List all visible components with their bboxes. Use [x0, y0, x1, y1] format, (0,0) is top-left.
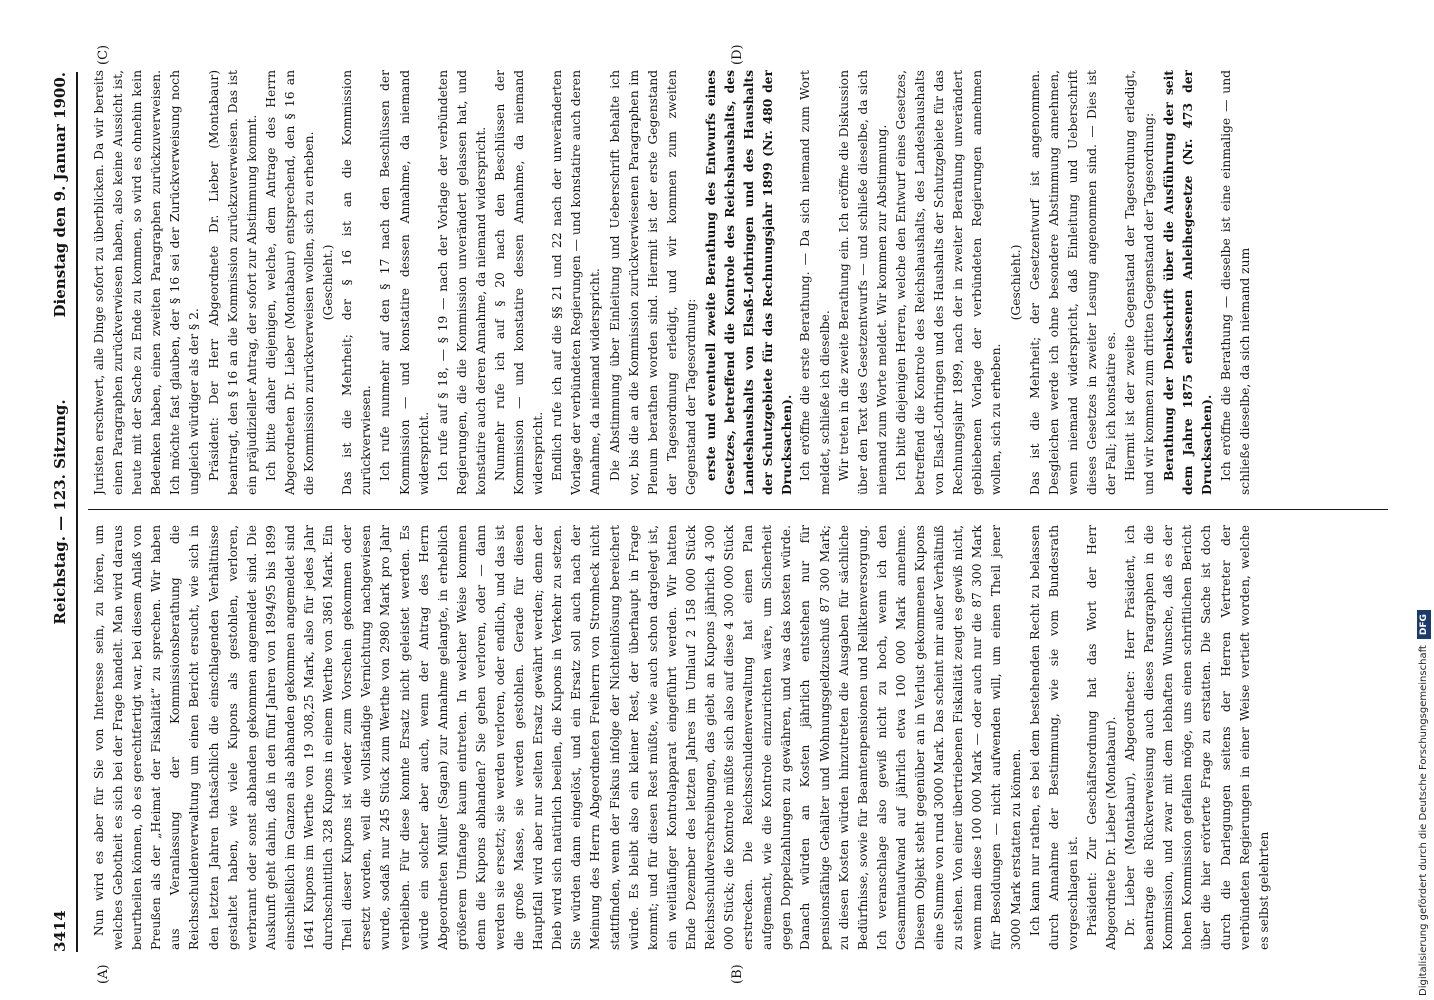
paragraph: Die Abstimmung über Einleitung und Ueberschrift behalte ich vor, bis die an die Kommission zurückverwiesenen Paragraphen im Plenum berathen worden sind. Hiermit ist der erste Gegenstand der Tagesordnung erledigt, und wir kommen zum zweiten Gegenstand der Tagesordnung: [607, 70, 698, 495]
page-header [48, 72, 72, 952]
paragraph: Nun wird es aber für Sie von Interesse sein, zu hören, um welches Gebotheit es sich bei der Frage handelt. Man wird daraus beurtheilen können, ob es gerechtfertigt war, bei diesem Anlaß von Preußen als der „Heimat der Fiskalität“ zu sprechen. Wir haben aus Veranlassung der Kommissionsberathung die Reichsschuldenverwaltung um einen Bericht ersucht, wie sich in den letzten Jahren thatsächlich die einschlagenden Verhältnisse gestaltet haben, wie viele Kupons als gestohlen, verloren, verbrannt oder sonst abhanden gekommen angemeldet sind. Die Auskunft geht dahin, daß in den fünf Jahren von 1894/95 bis 1899 einschließlich im Ganzen als abhanden gekommen angemeldet sind 1641 Kupons im Werthe von 19 308,25 Mark, also für jedes Jahr durchschnittlich 328 Kupons in einem Werthe von 3861 Mark. Ein Theil dieser Kupons ist wieder zum Vorschein gekommen oder ersetzt worden, weil die vollständige Vernichtung nachgewiesen wurde, sodaß nur 245 Stück zum Werthe von 2980 Mark pro Jahr verbleiben. Für diese konnte Ersatz nicht geleistet werden. Es würde ein solcher aber auch, wenn der Antrag des Herrn Abgeordneten Müller (Sagan) zur Annahme gelangte, in erheblich größerem Umfange kaum eintreten. In welcher Weise kommen denn die Kupons abhanden? Sie gehen verloren, oder — dann werden sie ersetzt; sie werden verloren, oder endlich, und das ist die große Masse, sie werden gestohlen. Gerade für diesen Hauptfall wird aber nur selten Ersatz gewährt werden; denn der Dieb wird sich natürlich beeilen, die Kupons in Verkehr zu setzen. Sie würden dann eingelöst, und ein Ersatz soll auch nach der Meinung des Herrn Abgeordneten Freiherrn von Stromheck nicht stattfinden, wenn der Fiskus infolge der Nichteinlösung bereichert würde. Es bleibt also ein kleiner Rest, der überhaupt in Frage kommt; und für diesen Rest müßte, wie auch schon dargelegt ist, ein weitläufiger Kontrolapparat eingeführt werden. Wir hatten Ende Dezember des letzten Jahres im Umlauf 2 158 000 Stück Reichsschuldverschreibungen, das giebt an Kupons jährlich 4 300 000 Stück; die Kontrole müßte sich also auf diese 4 300 000 Stück erstrecken. Die Reichsschuldenverwaltung hat einen Plan aufgemacht, wie die Kontrole einzurichten wäre, um Sicherheit gegen Doppelzahlungen zu gewähren, und was das kosten würde. Danach würden an Kosten jährlich entstehen nur für pensionsfähige Gehälter und Wohnungsgeldzuschuß 87 300 Mark; zu diesen Kosten würden hinzutreten die Ausgaben für sächliche Bedürfnisse, sowie für Beamtenpensionen und Reliktenversorgung. Ich veranschlage also gewiß nicht zu hoch, wenn ich den Gesammtaufwand auf jährlich etwa 100 000 Mark annehme. Diesem Objekt steht gegenüber an in Verlust gekommenen Kupons eine Summe von rund 3000 Mark. Das scheint mir außer Verhältniß zu stehen. Von einer übertriebenen Fiskalität zeugt es gewiß nicht, wenn man diese 100 000 Mark — oder auch nur die 87 300 Mark für Besoldungen — nicht aufwenden will, um einen Theil jener 3000 Mark erstatten zu können. [92, 525, 1023, 950]
margin-marker-c: (C) [96, 44, 111, 65]
agenda-item: Berathung der Denkschrift über die Ausführung der seit dem Jahre 1875 erlassenen Anleihegesetze (Nr. 473 der Drucksachen). [1161, 70, 1215, 495]
paragraph: Wir treten in die zweite Berathung ein. Ich eröffne die Diskussion über den Text des Gesetzentwurfs — und schließe dieselbe, da sich niemand zum Worte meldet. Wir kommen zur Abstimmung. [836, 70, 889, 495]
paragraph: Ich bitte diejenigen Herren, welche den Entwurf eines Gesetzes, betreffend die Kontrole des Reichshaushalts, des Landeshaushalts von Elsaß-Lothringen und des Haushalts der Schutzgebiete für das Rechnungsjahr 1899, nach der in zweiter Berathung unverändert gebliebenen Vorlage der verbündeten Regierungen annehmen wollen, sich zu erheben. [893, 70, 1004, 495]
stage-direction: (Geschieht.) [321, 244, 336, 321]
paragraph: Endlich rufe ich auf die §§ 21 und 22 nach der unveränderten Vorlage der verbündeten Regierungen — und konstatire auch deren Annahme, da niemand widerspricht. [550, 70, 603, 495]
paragraph: Juristen erschwert, alle Dinge sofort zu überblicken. Da wir bereits einen Paragraphen zurückverwiesen haben, also keine Aussicht ist, heute mit der Sache zu Ende zu kommen, so wird es ohnehin kein Bedenken haben, einen zweiten Paragraphen zurückzuverweisen. Ich möchte fast glauben, der § 16 sei der Zurückverweisung noch ungleich würdiger als der § 2. [92, 70, 202, 495]
paragraph: Präsident: Zur Geschäftsordnung hat das Wort der Herr Abgeordnete Dr. Lieber (Montabaur). [1084, 525, 1118, 950]
paragraph: Das ist die Mehrheit; der Gesetzentwurf ist angenommen. Desgleichen werde ich ohne besondere Abstimmung annehmen, wenn niemand widerspricht, daß Einleitung und Ueberschrift dieses Gesetzes in zweiter Lesung angenommen sind. — Dies ist der Fall; ich konstatire es. [1027, 70, 1118, 495]
session-title: Reichstag. — 123. Sitzung. [51, 399, 69, 625]
credit-text: Digitalisierung gefördert durch die Deutsche Forschungsgemeinschaft [1418, 645, 1429, 996]
paragraph: Ich bitte daher diejenigen, welche, dem Antrage des Herrn Abgeordneten Dr. Lieber (Montabaur) entsprechend, den § 16 an die Kommission zurückverweisen wollen, sich zu erheben. [263, 70, 317, 495]
dfg-logo: DFG [1417, 610, 1431, 639]
column-separator [88, 509, 1388, 510]
paragraph: Hiermit ist der zweite Gegenstand der Tagesordnung erledigt, und wir kommen zum dritten Gegenstand der Tagesordnung: [1123, 70, 1157, 495]
paragraph: Präsident: Der Herr Abgeordnete Dr. Lieber (Montabaur) beantragt, den § 16 an die Kommission zurückzuverweisen. Das ist ein präjudizieller Antrag, der sofort zur Abstimmung kommt. [206, 70, 259, 495]
paragraph: Ich kann nur rathen, es bei dem bestehenden Recht zu belassen durch Annahme der Bestimmung, wie sie vom Bundesrath vorgeschlagen ist. [1027, 525, 1080, 950]
header-rule [76, 72, 78, 952]
session-date: Dienstag den 9. Januar 1900. [51, 72, 69, 318]
right-column [90, 70, 1380, 495]
left-column [90, 525, 1380, 950]
paragraph: Ich eröffne die Berathung — dieselbe ist eine einmalige — und schließe dieselbe, da sich niemand zum [1218, 70, 1252, 495]
margin-marker-d: (D) [730, 44, 745, 65]
margin-marker-b: (B) [730, 964, 745, 984]
page-number: 3414 [51, 910, 69, 952]
stage-direction: (Geschieht.) [1008, 244, 1023, 321]
agenda-item: erste und eventuell zweite Berathung des Entwurfs eines Gesetzes, betreffend die Kontrole des Reichshaushalts, des Landeshaushalts von Elsaß-Lothringen und des Haushalts der Schutzgebiete für das Rechnungsjahr 1899 (Nr. 480 der Drucksachen). [703, 70, 795, 495]
paragraph: Ich eröffne die erste Berathung. — Da sich niemand zum Wort meldet, schließe ich dieselbe. [798, 70, 832, 495]
paragraph: Nunmehr rufe ich auf § 20 nach den Beschlüssen der Kommission — und konstatire dessen Annahme, da niemand widerspricht. [492, 70, 546, 495]
paragraph: Das ist die Mehrheit; der § 16 ist an die Kommission zurückverwiesen. [340, 70, 374, 495]
margin-marker-a: (A) [96, 964, 111, 984]
paragraph: Ich rufe auf § 18, — § 19 — nach der Vorlage der verbündeten Regierungen, die die Kommission unverändert gelassen hat, und konstatire auch deren Annahme, da niemand widerspricht. [435, 70, 488, 495]
paragraph: Ich rufe nunmehr auf den § 17 nach den Beschlüssen der Kommission — und konstatire dessen Annahme, da niemand widerspricht. [378, 70, 431, 495]
paragraph: Dr. Lieber (Montabaur), Abgeordneter: Herr Präsident, ich beantrage die Rückverweisung auch dieses Paragraphen in die Kommission, und zwar mit dem lebhaften Wunsche, daß es der hohen Kommission gefallen möge, uns einen schriftlichen Bericht über die hier erörterte Frage zu erstatten. Die Sache ist doch durch die Darlegungen seitens der Herren Vertreter der verbündeten Regierungen in einer Weise vertieft worden, welche es selbst gelehrten [1123, 525, 1271, 950]
digitization-credit [1416, 8, 1432, 996]
